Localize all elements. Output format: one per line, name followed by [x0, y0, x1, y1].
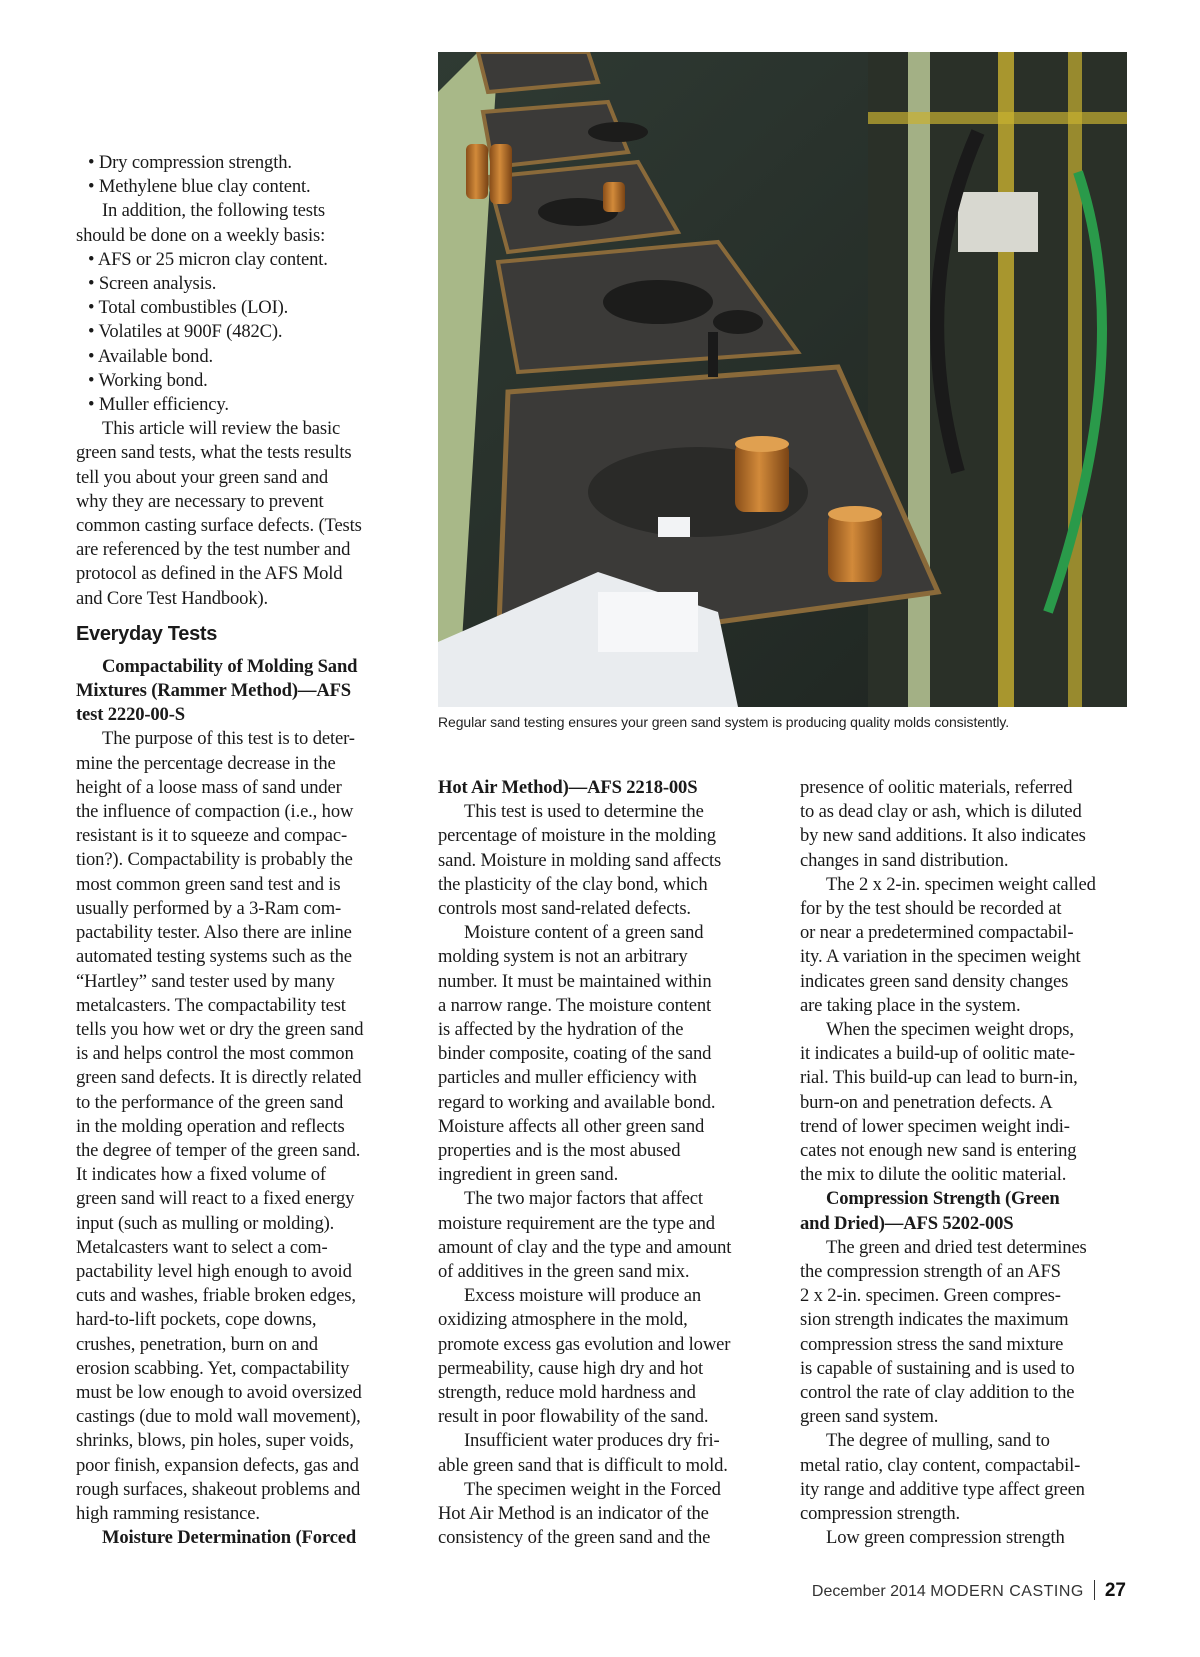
text-line: “Hartley” sand tester used by many — [76, 970, 335, 992]
issue-date: December 2014 — [811, 1583, 926, 1600]
text-line: input (such as mulling or molding). — [76, 1212, 335, 1234]
text-line: indicates green sand density changes — [800, 970, 1069, 992]
text-line: or near a predetermined compactabil- — [800, 922, 1074, 944]
text-line: metalcasters. The compactability test — [76, 994, 346, 1016]
text-line: properties and is the most abused — [438, 1140, 681, 1162]
text-line: tells you how wet or dry the green sand — [76, 1018, 364, 1040]
text-line: The two major factors that affect — [464, 1188, 703, 1210]
text-line: compression stress the sand mixture — [800, 1333, 1064, 1355]
text-line: Excess moisture will produce an — [464, 1285, 702, 1307]
text-line: ingredient in green sand. — [438, 1164, 619, 1186]
text-line: controls most sand-related defects. — [438, 898, 691, 920]
text-line: in the molding operation and reflects — [76, 1115, 345, 1137]
text-line: It indicates how a fixed volume of — [76, 1164, 326, 1186]
text-line: trend of lower specimen weight indi- — [800, 1115, 1070, 1137]
text-column-3 — [800, 776, 1126, 1551]
subsection-heading-line: Mixtures (Rammer Method)—AFS — [76, 680, 351, 702]
text-line: most common green sand test and is — [76, 873, 341, 895]
text-line: it indicates a build-up of oolitic mate- — [800, 1043, 1075, 1065]
text-line: amount of clay and the type and amount — [438, 1236, 732, 1258]
text-line: why they are necessary to prevent — [76, 490, 324, 512]
text-line: green sand system. — [800, 1406, 939, 1428]
text-line: particles and muller efficiency with — [438, 1067, 697, 1089]
text-line: height of a loose mass of sand under — [76, 776, 342, 798]
text-line: tell you about your green sand and — [76, 466, 329, 488]
text-line: The degree of mulling, sand to — [826, 1430, 1050, 1452]
text-line: 2 x 2-in. specimen. Green compres- — [800, 1285, 1061, 1307]
text-line: by new sand additions. It also indicates — [800, 825, 1086, 847]
text-line: able green sand that is difficult to mold. — [438, 1454, 728, 1476]
text-line: mine the percentage decrease in the — [76, 752, 336, 774]
text-line: usually performed by a 3-Ram com- — [76, 897, 342, 919]
text-line: This test is used to determine the — [464, 801, 704, 823]
text-line: • Volatiles at 900F (482C). — [88, 321, 283, 343]
text-line: tion?). Compactability is probably the — [76, 849, 353, 871]
text-column-2 — [438, 776, 764, 1551]
text-line: is and helps control the most common — [76, 1043, 354, 1065]
text-line: a narrow range. The moisture content — [438, 994, 712, 1016]
text-line: is affected by the hydration of the — [438, 1019, 684, 1041]
text-line: to the performance of the green sand — [76, 1091, 344, 1113]
text-line: green sand tests, what the tests results — [76, 442, 352, 464]
text-line: rial. This build-up can lead to burn-in, — [800, 1067, 1078, 1089]
subsection-heading-line: Moisture Determination (Forced — [102, 1527, 357, 1549]
subsection-heading-line: test 2220-00-S — [76, 704, 185, 726]
text-column-1 — [76, 151, 402, 1550]
text-line: the compression strength of an AFS — [800, 1261, 1061, 1283]
page-footer — [812, 1580, 1126, 1602]
text-line: control the rate of clay addition to the — [800, 1382, 1075, 1404]
photo-caption: Regular sand testing ensures your green sand system is producing quality molds consistently. — [438, 714, 1010, 730]
subsection-heading-line: Hot Air Method)—AFS 2218-00S — [438, 777, 698, 798]
text-line: the influence of compaction (i.e., how — [76, 801, 354, 823]
footer-divider — [1094, 1580, 1095, 1600]
text-line: molding system is not an arbitrary — [438, 946, 688, 968]
text-line: compression strength. — [800, 1503, 961, 1525]
text-line: burn-on and penetration defects. A — [800, 1091, 1053, 1113]
text-line: and Core Test Handbook). — [76, 587, 269, 609]
text-line: The 2 x 2-in. specimen weight called — [826, 873, 1096, 895]
subsection-heading-line: and Dried)—AFS 5202-00S — [800, 1212, 1014, 1234]
text-line: • Available bond. — [88, 345, 213, 367]
text-line: of additives in the green sand mix. — [438, 1261, 690, 1283]
foundry-molding-line-photo — [438, 52, 1127, 707]
text-line: • Dry compression strength. — [88, 152, 292, 173]
text-line: ity range and additive type affect green — [800, 1478, 1085, 1500]
text-line: green sand will react to a fixed energy — [76, 1188, 355, 1210]
text-line: shrinks, blows, pin holes, super voids, — [76, 1430, 354, 1452]
text-line: changes in sand distribution. — [800, 849, 1009, 871]
text-line: promote excess gas evolution and lower — [438, 1333, 731, 1355]
text-line: common casting surface defects. (Tests — [76, 515, 362, 537]
text-line: cates not enough new sand is entering — [800, 1140, 1077, 1162]
text-line: should be done on a weekly basis: — [76, 224, 326, 246]
text-line: castings (due to mold wall movement), — [76, 1406, 361, 1428]
subsection-heading-line: Compression Strength (Green — [826, 1188, 1060, 1210]
text-line: • Screen analysis. — [88, 273, 217, 295]
text-line: In addition, the following tests — [102, 200, 325, 222]
text-line: must be low enough to avoid oversized — [76, 1381, 362, 1403]
text-line: protocol as defined in the AFS Mold — [76, 563, 343, 585]
text-line: • Methylene blue clay content. — [88, 176, 311, 198]
subsection-heading-line: Compactability of Molding Sand — [102, 655, 358, 677]
text-line: percentage of moisture in the molding — [438, 825, 716, 847]
text-line: moisture requirement are the type and — [438, 1212, 715, 1234]
text-line: sand. Moisture in molding sand affects — [438, 849, 722, 871]
text-line: metal ratio, clay content, compactabil- — [800, 1454, 1081, 1476]
text-line: regard to working and available bond. — [438, 1091, 716, 1113]
text-line: resistant is it to squeeze and compac- — [76, 825, 348, 847]
text-line: high ramming resistance. — [76, 1502, 260, 1524]
text-line: result in poor flowability of the sand. — [438, 1406, 709, 1428]
text-line: ity. A variation in the specimen weight — [800, 946, 1081, 968]
text-line: presence of oolitic materials, referred — [800, 777, 1073, 798]
text-line: sion strength indicates the maximum — [800, 1309, 1069, 1331]
text-line: When the specimen weight drops, — [826, 1019, 1074, 1041]
page-number: 27 — [1104, 1580, 1126, 1601]
text-line: rough surfaces, shakeout problems and — [76, 1478, 361, 1500]
text-line: green sand defects. It is directly related — [76, 1067, 362, 1089]
text-line: are referenced by the test number and — [76, 539, 351, 561]
text-line: The green and dried test determines — [826, 1236, 1087, 1258]
text-line: • Working bond. — [88, 369, 208, 391]
text-line: • Muller efficiency. — [88, 394, 229, 416]
text-line: permeability, cause high dry and hot — [438, 1357, 703, 1379]
text-line: Insufficient water produces dry fri- — [464, 1430, 720, 1452]
text-line: cuts and washes, friable broken edges, — [76, 1285, 356, 1307]
magazine-name: MODERN CASTING — [930, 1583, 1084, 1600]
text-line: strength, reduce mold hardness and — [438, 1382, 696, 1404]
text-line: is capable of sustaining and is used to — [800, 1357, 1075, 1379]
text-line: crushes, penetration, burn on and — [76, 1333, 318, 1355]
text-line: poor finish, expansion defects, gas and — [76, 1454, 359, 1476]
text-line: the mix to dilute the oolitic material. — [800, 1164, 1067, 1186]
text-line: • AFS or 25 micron clay content. — [88, 248, 328, 270]
text-line: This article will review the basic — [102, 418, 341, 440]
text-line: pactability tester. Also there are inline — [76, 922, 352, 944]
text-line: • Total combustibles (LOI). — [88, 297, 289, 319]
text-line: Hot Air Method is an indicator of the — [438, 1503, 709, 1525]
text-line: automated testing systems such as the — [76, 946, 352, 968]
text-line: oxidizing atmosphere in the mold, — [438, 1309, 688, 1331]
section-heading: Everyday Tests — [76, 622, 218, 645]
text-line: the degree of temper of the green sand. — [76, 1139, 361, 1161]
text-line: Metalcasters want to select a com- — [76, 1236, 328, 1258]
text-line: pactability level high enough to avoid — [76, 1260, 352, 1282]
text-line: hard-to-lift pockets, cope downs, — [76, 1309, 317, 1331]
text-line: to as dead clay or ash, which is diluted — [800, 801, 1082, 823]
text-line: The specimen weight in the Forced — [464, 1478, 721, 1500]
text-line: binder composite, coating of the sand — [438, 1043, 712, 1065]
text-line: consistency of the green sand and the — [438, 1527, 711, 1549]
text-line: are taking place in the system. — [800, 994, 1021, 1016]
text-line: Low green compression strength — [826, 1527, 1065, 1549]
text-line: The purpose of this test is to deter- — [102, 728, 355, 750]
text-line: Moisture affects all other green sand — [438, 1115, 705, 1137]
text-line: the plasticity of the clay bond, which — [438, 873, 708, 895]
text-line: erosion scabbing. Yet, compactability — [76, 1357, 350, 1379]
text-line: for by the test should be recorded at — [800, 898, 1062, 920]
text-line: number. It must be maintained within — [438, 970, 712, 992]
text-line: Moisture content of a green sand — [464, 922, 704, 944]
